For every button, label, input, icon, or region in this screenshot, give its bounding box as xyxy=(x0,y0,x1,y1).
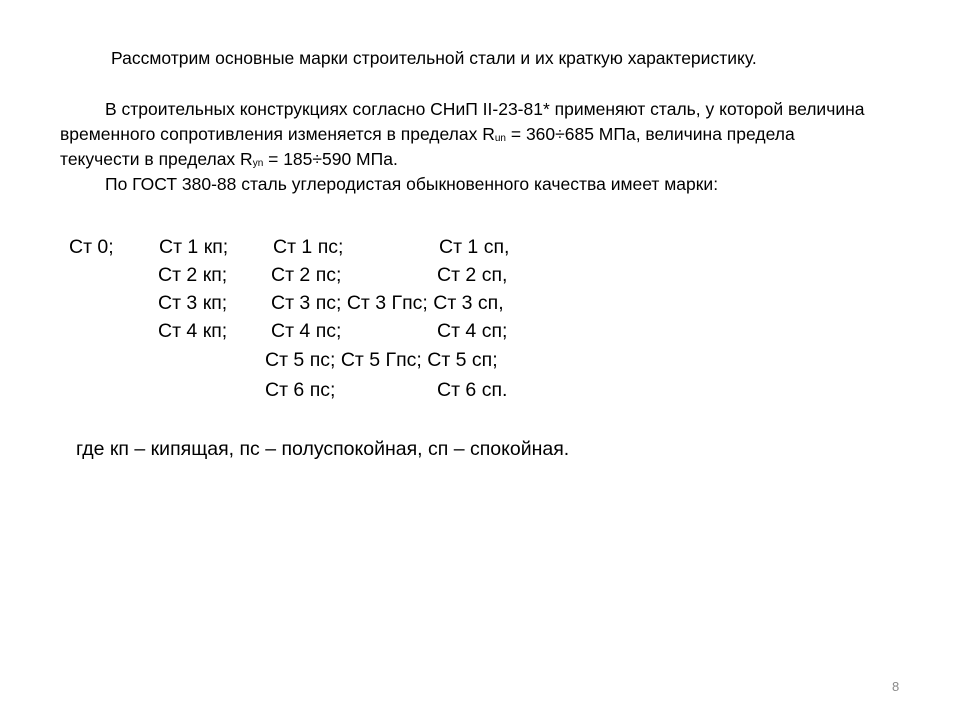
paragraph-line-3-tail: = 185÷590 МПа. xyxy=(263,149,398,169)
grade-st2-ps: Ст 2 пс; xyxy=(271,264,342,286)
gost-line: По ГОСТ 380-88 сталь углеродистая обыкновенного качества имеет марки: xyxy=(105,174,719,194)
subscript-un: un xyxy=(494,133,506,144)
grade-st6-sp: Ст 6 сп. xyxy=(437,379,508,401)
grade-st2-sp: Ст 2 сп, xyxy=(437,264,508,286)
paragraph-line-3-text: текучести в пределах R xyxy=(60,149,253,169)
legend-text: где кп – кипящая, пс – полуспокойная, сп – спокойная. xyxy=(76,438,570,460)
grade-st1-sp: Ст 1 сп, xyxy=(439,236,510,258)
grade-st4-kp: Ст 4 кп; xyxy=(158,320,228,342)
grade-st4-ps: Ст 4 пс; xyxy=(271,320,342,342)
page-number: 8 xyxy=(892,679,900,694)
grade-st0: Ст 0; xyxy=(69,236,114,258)
grade-st3-group: Ст 3 пс; Ст 3 Гпс; Ст 3 сп, xyxy=(271,292,504,314)
paragraph-line-2-text: временного сопротивления изменяется в пределах R xyxy=(60,124,495,144)
grade-st3-kp: Ст 3 кп; xyxy=(158,292,228,314)
grade-st2-kp: Ст 2 кп; xyxy=(158,264,228,286)
intro-text: Рассмотрим основные марки строительной стали и их краткую характеристику. xyxy=(111,48,757,68)
paragraph-line-1: В строительных конструкциях согласно СНиП II-23-81* применяют сталь, у которой величина xyxy=(105,99,865,119)
grade-st5-group: Ст 5 пс; Ст 5 Гпс; Ст 5 сп; xyxy=(265,349,498,371)
paragraph-line-2-tail: = 360÷685 МПа, величина предела xyxy=(506,124,795,144)
subscript-yn: yn xyxy=(252,158,264,169)
grade-st6-ps: Ст 6 пс; xyxy=(265,379,336,401)
grade-st4-sp: Ст 4 сп; xyxy=(437,320,508,342)
grade-st1-ps: Ст 1 пс; xyxy=(273,236,344,258)
grade-st1-kp: Ст 1 кп; xyxy=(159,236,229,258)
